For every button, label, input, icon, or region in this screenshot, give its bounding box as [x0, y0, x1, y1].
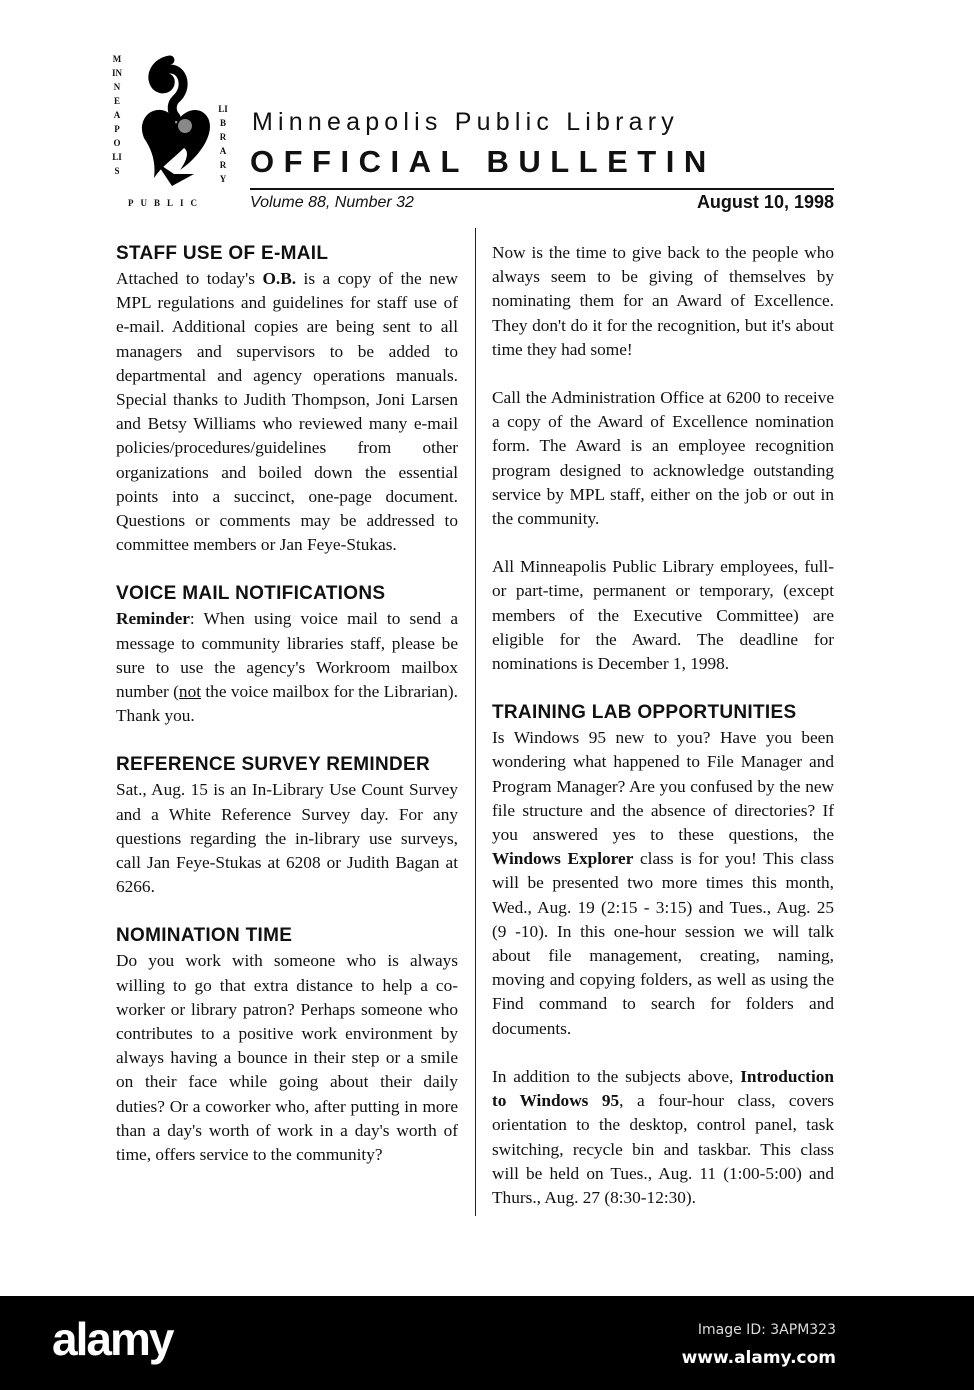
paragraph: [492, 386, 834, 531]
text-run: , a four-hour class, covers orientation to the desktop, control panel, task switching, recycle bin and taskbar. This class will be held on Tues., Aug. 11 (1:00-5:00) and Thurs., Aug. 27 (8:30-12:30).: [492, 1091, 834, 1207]
text-run: Do you work with someone who is always willing to go that extra distance to help a co-worker or library patron? Perhaps someone who contributes to a positive work environment by always having a bounce in their step or a smile on their face while going about their daily duties? Or a coworker who, after putting in more than a day's worth of work in a day's worth of time, offers service to the community?: [116, 951, 458, 1165]
text-run: not: [178, 682, 202, 702]
text-run: All Minneapolis Public Library employees, full- or part-time, permanent or temporary, (except members of the Executive Committee) are eligible for the Award. The deadline for nominations is December 1, 1998.: [492, 557, 834, 674]
issue-date: August 10, 1998: [696, 192, 834, 212]
text-run: Reminder: [116, 609, 190, 629]
text-run: Sat., Aug. 15 is an In-Library Use Count Survey and a White Reference Survey day. For any questions regarding the in-library use surveys, call Jan Feye-Stukas at 6208 or Judith Bagan at 6266.: [116, 780, 458, 897]
text-run: the voice mailbox for the Librarian). Thank you.: [116, 682, 458, 726]
text-run: In addition to the subjects above,: [492, 1066, 741, 1086]
text-run: Attached to today's: [116, 269, 263, 288]
watermark-url: www.alamy.com: [681, 1348, 836, 1368]
paragraph: [116, 949, 458, 1167]
column-divider: [475, 228, 476, 1216]
text-run: is a copy of the new MPL regulations and guidelines for staff use of e-mail. Additional copies are being sent to all managers and supervisors to be added to departmental and agency operations manuals. Special thanks to Judith Thompson, Joni Larsen and Betsy Williams who reviewed many e-mail policies/procedures/guidelines from other organizations and boiled down the essential points into a succinct, one-page document. Questions or comments may be addressed to committee members or Jan Feye-Stukas.: [116, 269, 458, 555]
paragraph: [116, 778, 458, 899]
right-column: [492, 241, 834, 1234]
bulletin-title: OFFICIAL BULLETIN: [250, 144, 716, 179]
text-run: : When using voice mail to send a message to community libraries staff, please be sure to use the agency's Workroom mailbox number (: [116, 609, 458, 702]
text-run: O.B.: [262, 269, 297, 288]
section-heading: NOMINATION TIME: [116, 925, 293, 947]
section-heading: TRAINING LAB OPPORTUNITIES: [492, 702, 797, 724]
image-id: Image ID: 3APM323: [697, 1322, 836, 1338]
paragraph: [492, 1065, 834, 1210]
left-column: [116, 241, 458, 1191]
header-rule: [250, 188, 834, 190]
alamy-logo: alamy: [52, 1313, 173, 1365]
section-heading: VOICE MAIL NOTIFICATIONS: [116, 583, 386, 605]
library-logo: [112, 52, 242, 217]
paragraph: [492, 726, 834, 1041]
text-run: Introduction to Windows 95: [492, 1066, 834, 1111]
logo-vertical-text-right: LIBRARY: [218, 104, 228, 184]
watermark-bar: [0, 1296, 974, 1390]
text-run: Is Windows 95 new to you? Have you been wondering what happened to File Manager and Program Manager? Are you confused by the new file structure and the absence of directories? If you answered yes to these questions, the: [492, 728, 834, 845]
text-run: class is for you! This class will be presented two more times this month, Wed., Aug. 19 (2:15 - 3:15) and Tues., Aug. 25 (9 -10). In this one-hour session we will talk about file management, creating, naming, moving and copying folders, as well as using the Find command to search for folders and documents.: [492, 849, 834, 1038]
section-heading: STAFF USE OF E-MAIL: [116, 243, 329, 264]
logo-bottom-text: PUBLIC: [128, 198, 205, 208]
paragraph: [116, 607, 458, 728]
paragraph: [492, 241, 834, 362]
section-heading: REFERENCE SURVEY REMINDER: [116, 754, 431, 776]
paragraph: [116, 267, 458, 557]
logo-vertical-text-left: MINNEAPOLIS: [112, 54, 123, 176]
paragraph: [492, 555, 834, 676]
text-run: Now is the time to give back to the people who always seem to be giving of themselves by nominating them for an Award of Excellence. They don't do it for the recognition, but it's about time they had some!: [492, 243, 834, 359]
organization-name: Minneapolis Public Library: [252, 108, 680, 136]
text-run: Windows Explorer: [492, 849, 634, 869]
volume-number: Volume 88, Number 32: [250, 194, 414, 211]
text-run: Call the Administration Office at 6200 to receive a copy of the Award of Excellence nomination form. The Award is an employee recognition program designed to acknowledge outstanding service by MPL staff, either on the job or out in the community.: [492, 388, 834, 529]
